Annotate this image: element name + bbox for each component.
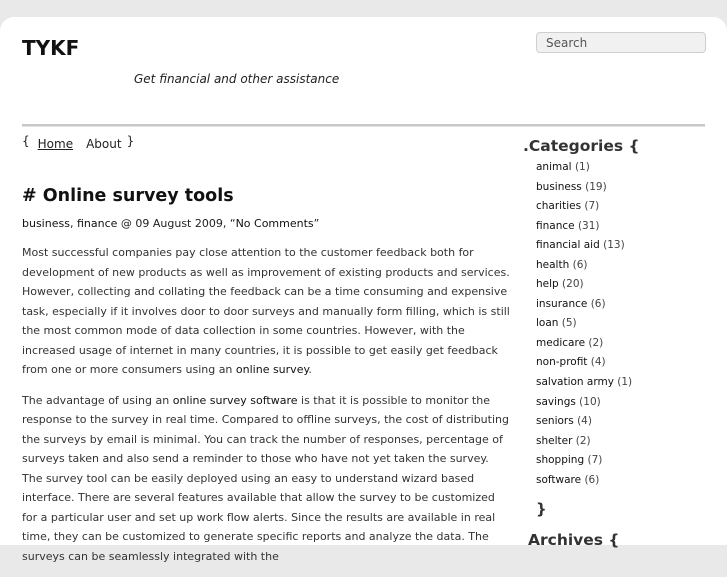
category-count: (2) bbox=[588, 336, 604, 349]
category-item bbox=[536, 275, 632, 295]
category-count: (10) bbox=[579, 395, 601, 408]
category-link[interactable]: shopping bbox=[536, 454, 585, 467]
category-link[interactable]: non-profit bbox=[536, 356, 588, 369]
category-count: (1) bbox=[617, 376, 633, 389]
category-link[interactable]: savings bbox=[536, 395, 576, 408]
category-count: (6) bbox=[590, 297, 606, 310]
category-link[interactable]: financial aid bbox=[536, 239, 600, 252]
category-link[interactable]: loan bbox=[536, 317, 559, 330]
category-count: (20) bbox=[562, 278, 584, 291]
category-item bbox=[536, 393, 632, 413]
main-nav bbox=[22, 134, 135, 151]
comments-link[interactable]: No Comments bbox=[235, 217, 314, 230]
categories-heading: .Categories { bbox=[523, 137, 640, 155]
category-count: (6) bbox=[584, 473, 600, 486]
category-count: (7) bbox=[587, 454, 603, 467]
category-link[interactable]: medicare bbox=[536, 336, 586, 349]
post-meta bbox=[22, 217, 319, 230]
category-item bbox=[536, 471, 632, 491]
header-divider bbox=[22, 124, 705, 127]
nav-open-brace: { bbox=[22, 134, 30, 148]
category-count: (31) bbox=[577, 219, 600, 232]
page bbox=[0, 17, 727, 563]
meta-separator: , bbox=[69, 217, 77, 230]
paragraph-text: The advantage of using an bbox=[22, 393, 173, 407]
category-item bbox=[536, 451, 632, 471]
category-link[interactable]: help bbox=[536, 278, 559, 291]
category-link[interactable]: shelter bbox=[536, 434, 573, 447]
post-body bbox=[22, 243, 512, 577]
category-item bbox=[536, 158, 632, 178]
post-paragraph bbox=[22, 243, 512, 380]
paragraph-text: is that it is possible to monitor the response to the survey in real time. Compared to offline surveys, the cost of distributing the surveys by email is minimal. You can track the number of responses, percentage of surveys taken and also send a reminder to those who have not yet taken the survey. The survey tool can be easily deployed using an easy to understand wizard based interface. There are several features available that allow the survey to be customized for a particular user and set up work flow alerts. Since the results are available in real time, they can be customized to generate specific reports and analyze the data. The surveys can be seamlessly integrated with the bbox=[22, 393, 509, 563]
search-input[interactable] bbox=[536, 32, 706, 53]
category-link[interactable]: business bbox=[536, 180, 582, 193]
category-link[interactable]: charities bbox=[536, 200, 582, 213]
category-item bbox=[536, 412, 632, 432]
category-count: (1) bbox=[574, 161, 590, 173]
category-count: (4) bbox=[590, 356, 606, 369]
nav-close-brace: } bbox=[126, 134, 135, 148]
site-tagline: Get financial and other assistance bbox=[134, 72, 340, 86]
archives-heading: Archives { bbox=[528, 531, 620, 549]
category-item bbox=[536, 178, 632, 198]
post-title[interactable]: # Online survey tools bbox=[22, 186, 234, 206]
category-item bbox=[536, 373, 632, 393]
category-item bbox=[536, 256, 632, 276]
meta-end-quote: ” bbox=[313, 217, 320, 230]
category-item bbox=[536, 295, 632, 315]
category-item bbox=[536, 314, 632, 334]
category-link[interactable]: finance bbox=[536, 219, 575, 232]
category-link[interactable]: software bbox=[536, 473, 582, 486]
category-link-finance[interactable]: finance bbox=[76, 217, 118, 230]
category-link[interactable]: salvation army bbox=[536, 376, 614, 389]
category-item bbox=[536, 334, 632, 354]
category-item bbox=[536, 197, 632, 217]
category-link[interactable]: insurance bbox=[536, 297, 588, 310]
post-paragraph bbox=[22, 391, 512, 567]
categories-close-brace: } bbox=[536, 500, 547, 518]
category-link[interactable]: animal bbox=[536, 161, 572, 173]
category-count: (5) bbox=[561, 317, 577, 330]
post-date: @ 09 August 2009, “ bbox=[117, 217, 236, 230]
nav-about-link[interactable]: About bbox=[86, 137, 122, 151]
category-count: (7) bbox=[584, 200, 600, 213]
category-count: (6) bbox=[572, 258, 588, 271]
category-item bbox=[536, 236, 632, 256]
paragraph-end: . bbox=[308, 363, 312, 376]
category-item bbox=[536, 432, 632, 452]
category-count: (2) bbox=[575, 434, 591, 447]
site-title[interactable]: TYKF bbox=[22, 36, 80, 60]
category-item bbox=[536, 217, 632, 237]
paragraph-text: Most successful companies pay close attention to the customer feedback both for development of new products as well as improvement of existing products and services. However, collecting and collating the feedback can be a time consuming and expensive task, especially if it involves door to door surveys and manually form filling, which is still the most common mode of data collection in some countries. However, with the increased usage of internet in many countries, it is possible to get easily get feedback from one or more consumers using an bbox=[22, 246, 510, 376]
category-item bbox=[536, 353, 632, 373]
categories-list bbox=[536, 158, 632, 490]
category-count: (13) bbox=[603, 239, 625, 252]
category-count: (4) bbox=[577, 415, 592, 428]
category-count: (19) bbox=[585, 180, 607, 193]
nav-home-link[interactable]: Home bbox=[37, 137, 74, 151]
online-survey-link[interactable]: online survey bbox=[235, 363, 309, 376]
category-link-business[interactable]: business bbox=[22, 217, 70, 230]
category-link[interactable]: seniors bbox=[536, 415, 574, 428]
category-link[interactable]: health bbox=[536, 258, 570, 271]
online-survey-software-link[interactable]: online survey software bbox=[172, 393, 298, 407]
